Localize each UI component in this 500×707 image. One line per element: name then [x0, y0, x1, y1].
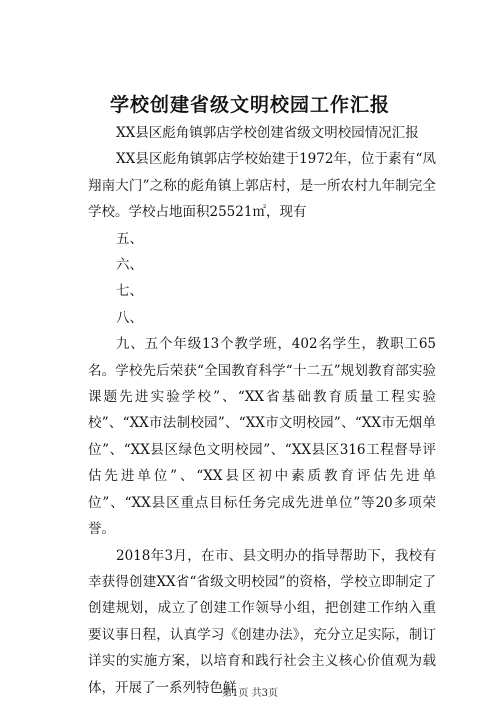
paragraph-creation: 2018年3月，在市、县文明办的指导帮助下，我校有幸获得创建XX省“省级文明校园”的资格，学校立即制定了创建规划，成立了创建工作领导小组，把创建工作纳入重要议事日程，认真学习《创建办法》，充分立足实际，制订详实的实施方案，以培育和践行社会主义核心价值观为载体，开展了一系列特色鲜: [88, 547, 436, 696]
document-subtitle: XX县区彪角镇郭店学校创建省级文明校园情况汇报: [116, 125, 419, 141]
page-number: 第1页 共3页: [222, 688, 278, 699]
paragraph-honors: 九、五个年级13个教学班，402名学生，教职工65名。学校先后荣获“全国教育科学“十二五”规划教育部实验课题先进实验学校”、“XX省基础教育质量工程实验校”、“XX市法制校园”、“XX市文明校园”、“XX市无烟单位”、“XX县区绿色文明校园”、“XX县区316工程督导评估先进单位”、“XX县区初中素质教育评估先进单位”、“XX县区重点目标任务完成先进单位”等20多项荣誉。: [88, 336, 436, 538]
list-item-5: 五、: [116, 230, 143, 247]
list-item-6: 六、: [116, 257, 143, 274]
paragraph-intro: XX县区彪角镇郭店学校始建于1972年，位于素有“凤翔南大门”之称的彪角镇上郭店村，是一所农村九年制完全学校。学校占地面积25521㎡，现有: [88, 151, 436, 221]
list-item-7: 七、: [116, 283, 143, 300]
document-body: [88, 120, 436, 701]
document-title: 学校创建省级文明校园工作汇报: [109, 94, 390, 116]
list-item-8: 八、: [116, 309, 143, 326]
